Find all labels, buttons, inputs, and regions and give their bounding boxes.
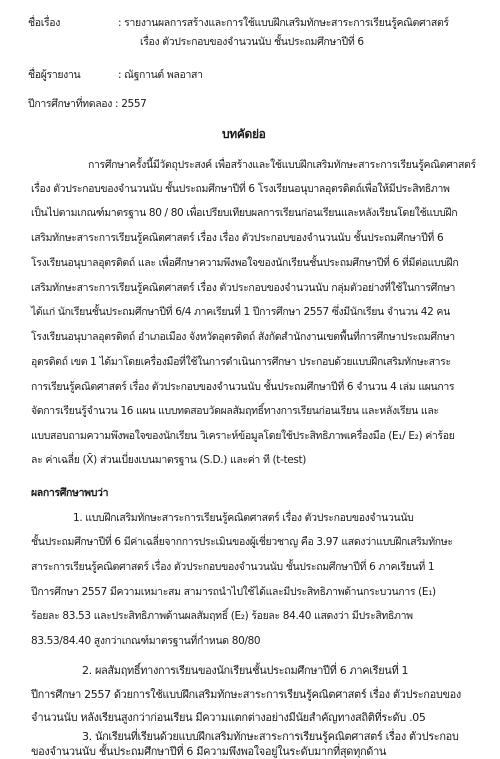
reporter-name: : ณัฐกานต์ พลอาสา [118,69,203,81]
abstract-line: แบบสอบถามความพึงพอใจของนักเรียน วิเคราะห์ข้อมูลโดยใช้ประสิทธิภาพเครื่องมือ (E₁/ E₂) ค่าร้อย [31,430,455,442]
reporter-label: ชื่อผู้รายงาน [28,69,81,81]
result-2-line: จำนวนนับ หลังเรียนสูงกว่าก่อนเรียน มีความแตกต่างอย่างมีนัยสำคัญทางสถิติที่ระดับ .05 [31,711,426,724]
abstract-line: อุตรดิตถ์ เขต 1 ได้มาโดยเครื่องมือที่ใช้ในการดำเนินการศึกษา ประกอบด้วยแบบฝึกเสริมทักษะสาระ [31,356,451,368]
result-1-line: สาระการเรียนรู้คณิตศาสตร์ เรื่อง ตัวประกอบของจำนวนนับ ชั้นประถมศึกษาปีที่ 6 ภาคเรียนที่ 1 [31,561,435,573]
abstract-line: เสริมทักษะสาระการเรียนรู้คณิตศาสตร์ เรื่อง ตัวประกอบของจำนวนนับ กลุ่มตัวอย่างที่ใช้ในการศึกษา [31,282,456,294]
result-1-line: 83.53/84.40 สูงกว่าเกณฑ์มาตรฐานที่กำหนด 80/80 [31,635,261,647]
abstract-line: การศึกษาครั้งนี้มีวัตถุประสงค์ เพื่อสร้างและใช้แบบฝึกเสริมทักษะสาระการเรียนรู้คณิตศาสตร์ [88,159,476,171]
subject-line-1: : รายงานผลการสร้างและการใช้แบบฝึกเสริมทักษะสาระการเรียนรู้คณิตศาสตร์ [118,17,449,29]
abstract-line: เรื่อง ตัวประกอบของจำนวนนับ ชั้นประถมศึกษาปีที่ 6 โรงเรียนอนุบาลอุตรดิตถ์เพื่อให้มีประสิทธิภาพ [31,183,450,195]
trial-year: ปีการศึกษาที่ทดลอง : 2557 [28,98,147,110]
results-heading: ผลการศึกษาพบว่า [31,487,109,499]
result-1-line: ร้อยละ 83.53 และประสิทธิภาพด้านผลสัมฤทธิ์ (E₂) ร้อยละ 84.40 แสดงว่า มีประสิทธิภาพ [31,610,413,622]
result-1-line: ปีการศึกษา 2557 มีความเหมาะสม สามารถนำไปใช้ได้และมีประสิทธิภาพด้านกระบวนการ (E₁) [31,586,436,598]
result-2-line: ปีการศึกษา 2557 ด้วยการใช้แบบฝึกเสริมทักษะสาระการเรียนรู้คณิตศาสตร์ เรื่อง ตัวประกอบของ [31,688,461,701]
subject-line-2: เรื่อง ตัวประกอบของจำนวนนับ ชั้นประถมศึกษาปีที่ 6 [140,36,364,48]
result-3-line: ของจำนวนนับ ชั้นประถมศึกษาปีที่ 6 มีความพึงพอใจอยู่ในระดับมากที่สุดทุกด้าน [31,745,387,758]
subject-label: ชื่อเรื่อง [28,17,60,29]
abstract-line: โรงเรียนอนุบาลอุตรดิตถ์ และ เพื่อศึกษาความพึงพอใจของนักเรียนชั้นประถมศึกษาปีที่ 6 ที่มีต่อแบบฝึก [31,257,459,269]
abstract-heading: บทคัดย่อ [222,127,266,141]
abstract-line: จัดการเรียนรู้จำนวน 16 แผน แบบทดสอบวัดผลสัมฤทธิ์ทางการเรียนก่อนเรียน และหลังเรียน และ [31,405,439,417]
abstract-line: ได้แก่ นักเรียนชั้นประถมศึกษาปีที่ 6/4 ภาคเรียนที่ 1 ปีการศึกษา 2557 ซึ่งมีนักเรียน จำนวน 42 คน [31,306,450,318]
abstract-line: เป็นไปตามเกณฑ์มาตรฐาน 80 / 80 เพื่อเปรียบเทียบผลการเรียนก่อนเรียนและหลังเรียนโดยใช้แบบฝึก [31,207,458,219]
abstract-line: เสริมทักษะสาระการเรียนรู้คณิตศาสตร์ เรื่อง เรื่อง ตัวประกอบของจำนวนนับ ชั้นประถมศึกษาปีที่ 6 [31,232,444,244]
result-2-line: 2. ผลสัมฤทธิ์ทางการเรียนของนักเรียนชั้นประถมศึกษาปีที่ 6 ภาคเรียนที่ 1 [82,664,409,677]
abstract-line: ละ ค่าเฉลี่ย (X̄) ส่วนเบี่ยงเบนมาตรฐาน (S.D.) และค่า ที (t-test) [31,454,306,466]
abstract-line: โรงเรียนอนุบาลอุตรดิตถ์ อำเภอเมือง จังหวัดอุตรดิตถ์ สังกัดสำนักงานเขตพื้นที่การศึกษาประถมศึกษา [31,331,455,343]
result-1-line: 1. แบบฝึกเสริมทักษะสาระการเรียนรู้คณิตศาสตร์ เรื่อง ตัวประกอบของจำนวนนับ [73,512,414,524]
result-3-line: 3. นักเรียนที่เรียนด้วยแบบฝึกเสริมทักษะสาระการเรียนรู้คณิตศาสตร์ เรื่อง ตัวประกอบ [82,730,459,743]
abstract-line: การเรียนรู้คณิตศาสตร์ เรื่อง ตัวประกอบของจำนวนนับ ชั้นประถมศึกษาปีที่ 6 จำนวน 4 เล่ม แผนการ [31,381,455,393]
result-1-line: ชั้นประถมศึกษาปีที่ 6 มีค่าเฉลี่ยจากการประเมินของผู้เชี่ยวชาญ คือ 3.97 แสดงว่าแบบฝึกเสริมทักษะ [31,536,453,548]
